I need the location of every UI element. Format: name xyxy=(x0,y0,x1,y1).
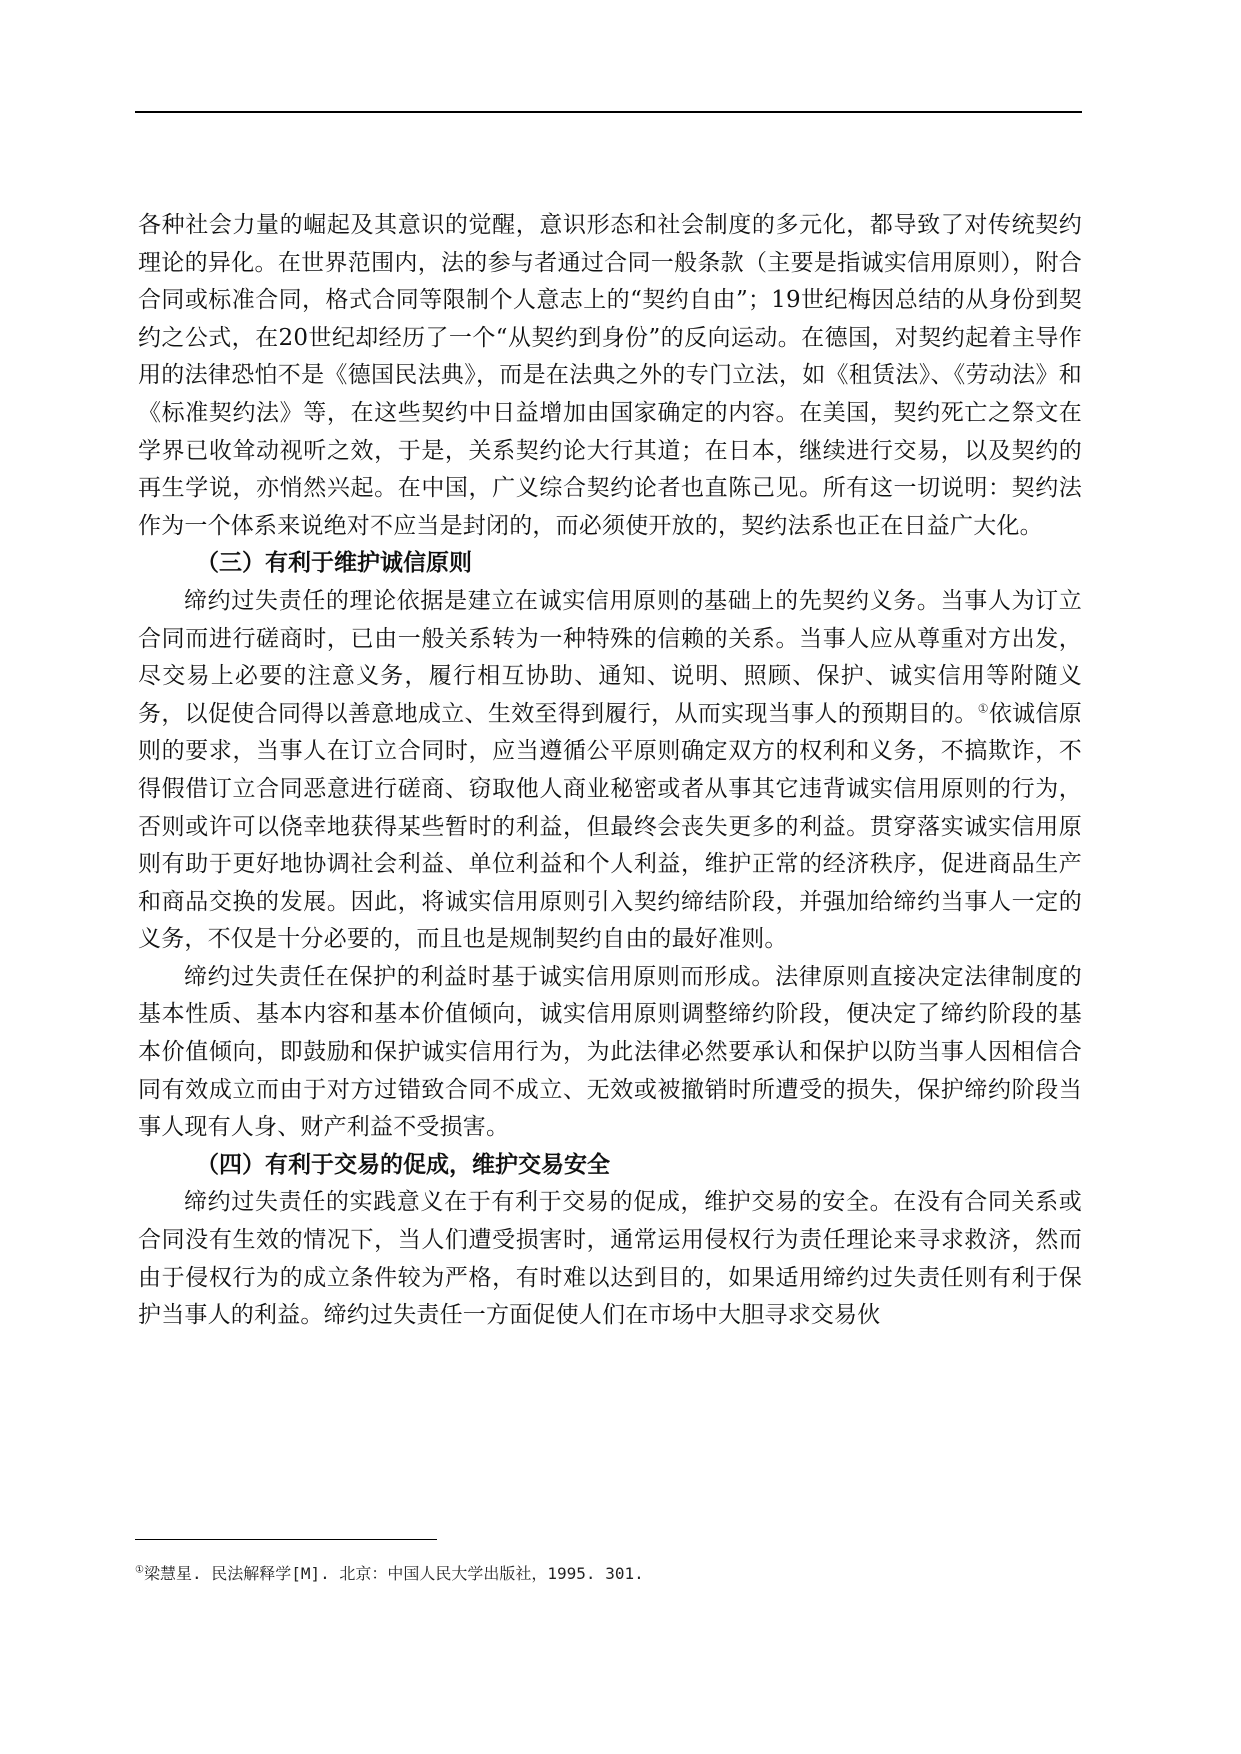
paragraph-continuation: 各种社会力量的崛起及其意识的觉醒，意识形态和社会制度的多元化，都导致了对传统契约理论的异化。在世界范围内，法的参与者通过合同一般条款（主要是指诚实信用原则），附合合同或标准合同，格式合同等限制个人意志上的“契约自由”；19世纪梅因总结的从身份到契约之公式，在20世纪却经历了一个“从契约到身份”的反向运动。在德国，对契约起着主导作用的法律恐怕不是《德国民法典》，而是在法典之外的专门立法，如《租赁法》、《劳动法》和《标准契约法》等，在这些契约中日益增加由国家确定的内容。在美国，契约死亡之祭文在学界已收耸动视听之效，于是，关系契约论大行其道；在日本，继续进行交易，以及契约的再生学说，亦悄然兴起。在中国，广义综合契约论者也直陈己见。所有这一切说明：契约法作为一个体系来说绝对不应当是封闭的，而必须使开放的，契约法系也正在日益广大化。 xyxy=(138,212,1082,539)
footnote-reference[interactable]: ① xyxy=(977,701,989,716)
footnote-mark: ① xyxy=(135,1564,144,1576)
paragraph-transaction-safety: 缔约过失责任的实践意义在于有利于交易的促成，维护交易的安全。在没有合同关系或合同没有生效的情况下，当人们遭受损害时，通常运用侵权行为责任理论来寻求救济，然而由于侵权行为的成立条件较为严格，有时难以达到目的，如果适用缔约过失责任则有利于保护当事人的利益。缔约过失责任一方面促使人们在市场中大胆寻求交易伙 xyxy=(138,1189,1082,1329)
paragraph-good-faith xyxy=(138,583,1082,959)
paragraph-good-faith-part2: 依诚信原则的要求，当事人在订立合同时，应当遵循公平原则确定双方的权利和义务，不搞欺诈，不得假借订立合同恶意进行磋商、窃取他人商业秘密或者从事其它违背诚实信用原则的行为，否则或许可以侥幸地获得某些暂时的利益，但最终会丧失更多的利益。贯穿落实诚实信用原则有助于更好地协调社会利益、单位利益和个人利益，维护正常的经济秩序，促进商品生产和商品交换的发展。因此，将诚实信用原则引入契约缔结阶段，并强加给缔约当事人一定的义务，不仅是十分必要的，而且也是规制契约自由的最好准则。 xyxy=(138,700,1082,953)
paragraph-good-faith-part1: 缔约过失责任的理论依据是建立在诚实信用原则的基础上的先契约义务。当事人为订立合同而进行磋商时，已由一般关系转为一种特殊的信赖的关系。当事人应从尊重对方出发，尽交易上必要的注意义务，履行相互协助、通知、说明、照顾、保护、诚实信用等附随义务，以促使合同得以善意地成立、生效至得到履行，从而实现当事人的预期目的。 xyxy=(138,587,1082,727)
body-text xyxy=(138,207,1082,1335)
section-heading-3: （三）有利于维护诚信原则 xyxy=(196,550,472,577)
header-rule xyxy=(135,111,1082,113)
footnote-text: 梁慧星. 民法解释学[M]. 北京：中国人民大学出版社，1995. 301. xyxy=(143,1564,644,1583)
section-heading-4: （四）有利于交易的促成，维护交易安全 xyxy=(196,1151,610,1178)
paragraph-protected-interest: 缔约过失责任在保护的利益时基于诚实信用原则而形成。法律原则直接决定法律制度的基本性质、基本内容和基本价值倾向，诚实信用原则调整缔约阶段，便决定了缔约阶段的基本价值倾向，即鼓励和保护诚实信用行为，为此法律必然要承认和保护以防当事人因相信合同有效成立而由于对方过错致合同不成立、无效或被撤销时所遭受的损失，保护缔约阶段当事人现有人身、财产利益不受损害。 xyxy=(138,963,1082,1141)
footnote xyxy=(135,1563,1082,1585)
footnote-rule xyxy=(135,1539,437,1540)
